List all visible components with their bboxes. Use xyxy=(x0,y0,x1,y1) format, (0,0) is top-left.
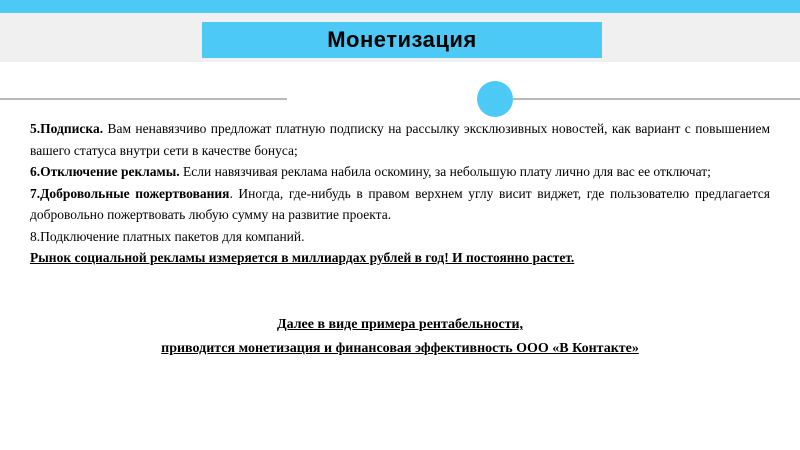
paragraph-lead: 7.Добровольные пожертвования xyxy=(30,185,230,201)
paragraph-donations xyxy=(30,183,770,226)
paragraph-subscription xyxy=(30,118,770,161)
paragraph-ad-removal xyxy=(30,161,770,183)
paragraph-rest: Если навязчивая реклама набила оскомину, за небольшую плату лично для вас ее отключат; xyxy=(179,164,711,179)
header-band xyxy=(0,13,800,62)
footer-note-line-1: Далее в виде примера рентабельности, xyxy=(276,317,524,332)
highlight-market-statement: Рынок социальной рекламы измеряется в миллиардах рублей в год! И постоянно растет. xyxy=(30,250,575,265)
body-text xyxy=(30,118,770,269)
paragraph-paid-packages xyxy=(30,226,770,248)
paragraph-rest: . Иногда, где-нибудь в правом верхнем углу висит виджет, где пользователю предлагается добровольно пожертвовать любую сумму на развитие проекта. xyxy=(30,185,771,222)
circle-ornament xyxy=(477,81,513,117)
paragraph-rest: 8.Подключение платных пакетов для компаний. xyxy=(30,228,305,244)
paragraph-rest: Вам ненавязчиво предложат платную подписку на рассылку эксклюзивных новостей, как вариант с повышением вашего статуса внутри сети в качестве бонуса; xyxy=(30,121,770,158)
paragraph-lead: 5.Подписка. xyxy=(30,121,104,136)
footer-note-line-2: приводится монетизация и финансовая эффективность ООО «В Контакте» xyxy=(161,341,639,356)
title-box xyxy=(202,22,602,58)
top-accent-bar xyxy=(0,0,800,13)
footer-note xyxy=(30,313,770,361)
paragraph-lead: 6.Отключение рекламы. xyxy=(30,164,180,179)
divider-line-left xyxy=(0,98,287,100)
page-title: Монетизация xyxy=(327,27,477,52)
divider-line-right xyxy=(513,98,800,100)
